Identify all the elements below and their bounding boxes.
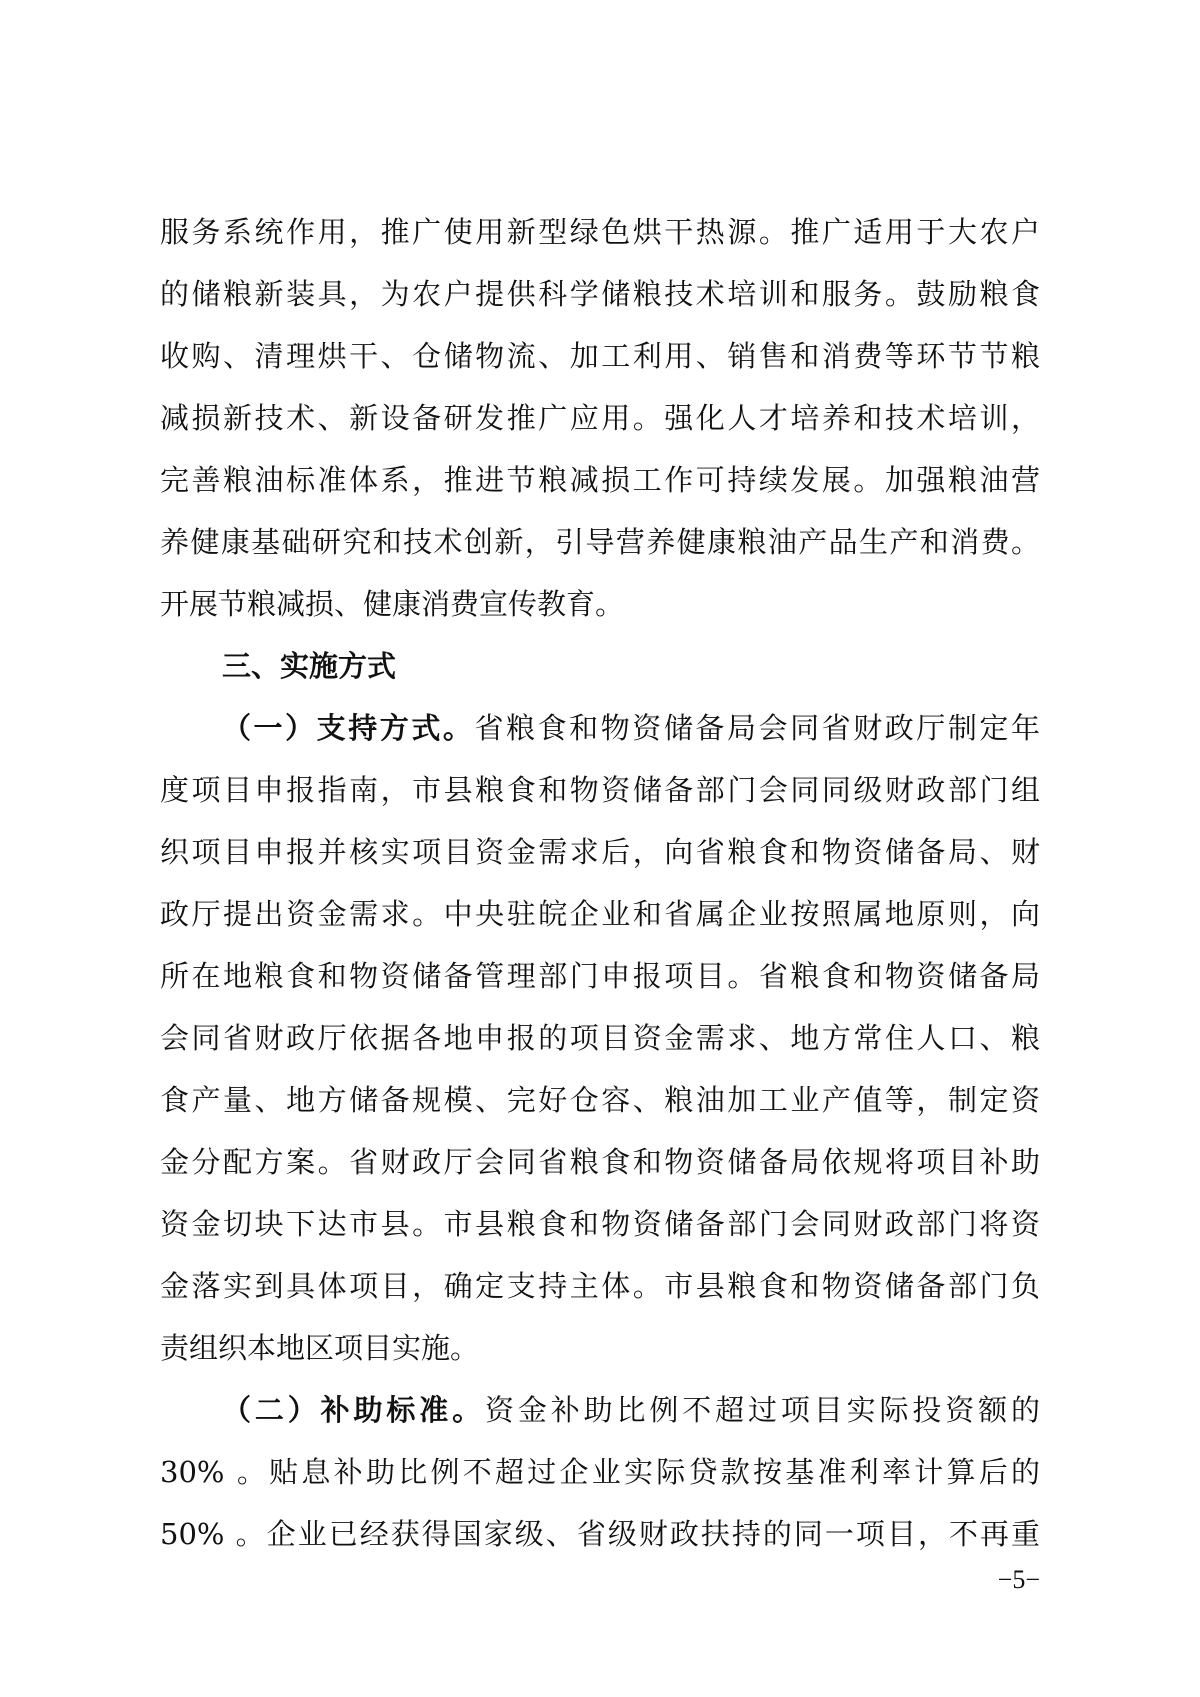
text-line: 度项目申报指南，市县粮食和物资储备部门会同同级财政部门组 xyxy=(160,773,1040,807)
text-line: 服务系统作用，推广使用新型绿色烘干热源。推广适用于大农户 xyxy=(160,215,1040,249)
text-line: 资金切块下达市县。市县粮食和物资储备部门会同财政部门将资 xyxy=(160,1207,1040,1241)
text-line: 收购、清理烘干、仓储物流、加工利用、销售和消费等环节节粮 xyxy=(160,339,1040,373)
text-line: 金分配方案。省财政厅会同省粮食和物资储备局依规将项目补助 xyxy=(160,1145,1040,1179)
paragraph-first-line xyxy=(222,697,1040,759)
text-line: 织项目申报并核实项目资金需求后，向省粮食和物资储备局、财 xyxy=(160,835,1040,869)
text-line: 养健康基础研究和技术创新，引导营养健康粮油产品生产和消费。 xyxy=(160,525,1040,559)
text-span: 省粮食和物资储备局会同省财政厅制定年 xyxy=(474,711,1040,745)
text-line: 责组织本地区项目实施。 xyxy=(160,1331,480,1365)
text-line: 政厅提出资金需求。中央驻皖企业和省属企业按照属地原则，向 xyxy=(160,897,1040,931)
text-line: 所在地粮食和物资储备管理部门申报项目。省粮食和物资储备局 xyxy=(160,959,1040,993)
section-heading: 三、实施方式 xyxy=(222,649,397,683)
text-line: 金落实到具体项目，确定支持主体。市县粮食和物资储备部门负 xyxy=(160,1269,1040,1303)
text-span: 资金补助比例不超过项目实际投资额的 xyxy=(485,1393,1040,1427)
text-line: 50% 。企业已经获得国家级、省级财政扶持的同一项目，不再重 xyxy=(160,1517,1040,1551)
subsection-lead: （二）补助标准。 xyxy=(222,1393,485,1427)
text-line: 30% 。贴息补助比例不超过企业实际贷款按基准利率计算后的 xyxy=(160,1455,1040,1489)
text-line: 的储粮新装具，为农户提供科学储粮技术培训和服务。鼓励粮食 xyxy=(160,277,1040,311)
text-line: 减损新技术、新设备研发推广应用。强化人才培养和技术培训， xyxy=(160,401,1040,435)
paragraph-first-line xyxy=(222,1379,1040,1441)
page-number: −5− xyxy=(997,1565,1040,1594)
text-line: 完善粮油标准体系，推进节粮减损工作可持续发展。加强粮油营 xyxy=(160,463,1040,497)
text-line: 会同省财政厅依据各地申报的项目资金需求、地方常住人口、粮 xyxy=(160,1021,1040,1055)
text-line: 食产量、地方储备规模、完好仓容、粮油加工业产值等，制定资 xyxy=(160,1083,1040,1117)
text-line: 开展节粮减损、健康消费宣传教育。 xyxy=(160,587,625,621)
subsection-lead: （一）支持方式。 xyxy=(222,711,475,745)
